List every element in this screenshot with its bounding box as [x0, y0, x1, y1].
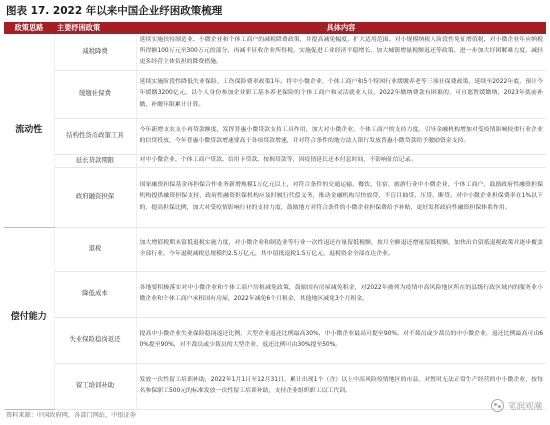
table-row — [4, 363, 546, 409]
table-row — [4, 271, 546, 317]
policy-name: 退税 — [54, 227, 136, 271]
policy-name: 结构性货币政策工具 — [54, 118, 136, 154]
policy-detail: 对中小微企业、个体工商户贷款、信用卡贷款、按揭贷款等，因疫情延长还本付息时间，不影响征信记录。 — [136, 154, 546, 167]
table-row — [4, 167, 546, 227]
header-category: 政策思路 — [4, 22, 54, 34]
policy-name: 缓缴社保费 — [54, 70, 136, 118]
policy-table — [4, 22, 546, 410]
policy-name: 降低成本 — [54, 271, 136, 317]
policy-name: 留工培训补助 — [54, 363, 136, 409]
table-row — [4, 317, 546, 363]
watermark — [491, 399, 542, 412]
policy-name: 延长贷款期限 — [54, 154, 136, 167]
policy-detail: 发放一次性留工培训补助，2022年1月1日至12月31日，累计出现1个（含）以上中高风险疫情地区的市县，对暂时无法正常生产经营的中小微企业，按每名参保职工500元的标准发放一次性留工培训补助，支持企业组织职工以工代训。 — [136, 363, 546, 409]
policy-detail: 延续实施阶段性降低失业保险、工伤保险费率政策1年。将中小微企业、个体工商户和5个特困行业缓缴养老等三项社保费政策，延续至2022年底，预计今年缓缴3200亿元。以个人身份参加企业职工基本养老保险的个体工商户和灵活就业人员，2022年缴纳费款有困难的，可自愿暂缓缴纳，2023年底前补缴，补缴年限累计计算。 — [136, 70, 546, 118]
header-content: 具体内容 — [136, 22, 546, 34]
policy-name: 失业保险稳岗返还 — [54, 317, 136, 363]
watermark-text: 笔润观潮 — [507, 401, 542, 412]
table-row — [4, 70, 546, 118]
table-header-row — [4, 22, 546, 34]
policy-name: 减税降费 — [54, 34, 136, 70]
table-row — [4, 154, 546, 167]
policy-name: 政府融资担保 — [54, 167, 136, 227]
table-row — [4, 34, 546, 70]
table-row — [4, 227, 546, 271]
policy-detail: 今年新增支农支小再贷款额度，发挥普惠小微贷款支持工具作用，加大对小微企业、个体工商户的支持力度。引导金融机构增加对受疫情影响较重行业企业的信贷投放，今年普惠小微贷款增速要高于各项贷款增速，并对符合条件的地方法人银行发放普惠小微贷款给予激励资金支持。 — [136, 118, 546, 154]
policy-detail: 提高中小微企业失业保险稳岗返还比例，大型企业返还比例最高30%，中小微企业最高可提至90%。对不裁员或少裁员的中小微企业，返还比例最高可由60%提至90%，对不裁员或少裁员的大型企业，返还比例可由30%提至50%。 — [136, 317, 546, 363]
table-row — [4, 118, 546, 154]
policy-detail: 各地要积极落实对中小微企业和个体工商户房租减免政策，鼓励国有房屋减免租金，对2022年被列为疫情中高风险地区所在的县级行政区域内的服务业小微企业和个体工商户承租国有房屋，2022年减免6个月租金，其他地区减免3个月租金。 — [136, 271, 546, 317]
category-debt: 偿付能力 — [4, 227, 54, 409]
policy-detail: 国家融资担保基金再担保合作业务新增规模1万亿元以上，对符合条件的交通运输、餐饮、住宿、旅游行业中小微企业、个体工商户，鼓励政府性融资担保机构提供融资担保支持，政府性融资担保机构应及时履行代偿义务，推动金融机构尽快放贷，不盲目抽贷、压贷、断贷。对中小微企业担保费率在1%以下的，提高担保比例，加大对受疫情影响行业的支持力度，鼓励地方对符合条件的小微企业担保费给予补贴，更好发挥政府性融资担保体系作用。 — [136, 167, 546, 227]
wechat-logo-icon — [491, 399, 504, 412]
category-liquidity: 流动性 — [4, 34, 54, 227]
table-title: 图表 17. 2022 年以来中国企业纾困政策梳理 — [6, 5, 223, 17]
source-note: 资料来源：中国政府网，各部门网站，中银证券 — [6, 412, 136, 419]
policy-detail: 延续实施扶持制造业、小微企业和个体工商户的减税降费政策，并提高减免幅度、扩大适用范围。对小规模纳税人阶段性免征增值税，对小微企业年应纳税所得额100万元至300万元的部分，再减半征收企业所得税。实施促进工业经济平稳增长、加大城镇增量税额返还等政策，进一步加大纾困解难力度，减轻更多经营主体负担的降费措施。 — [136, 34, 546, 70]
policy-detail: 加大增值税期末留抵退税实施力度，对小微企业和制造业等行业一次性退还存量留抵税额，按月全额退还增量留抵税额，加快出台留抵退税政策并逐步覆盖全部行业。今年退税减税总规模约2.5万亿元，其中留抵退税1.5万亿元，退税资金全部直达企业。 — [136, 227, 546, 271]
header-policy: 主要纾困政策 — [54, 22, 136, 34]
